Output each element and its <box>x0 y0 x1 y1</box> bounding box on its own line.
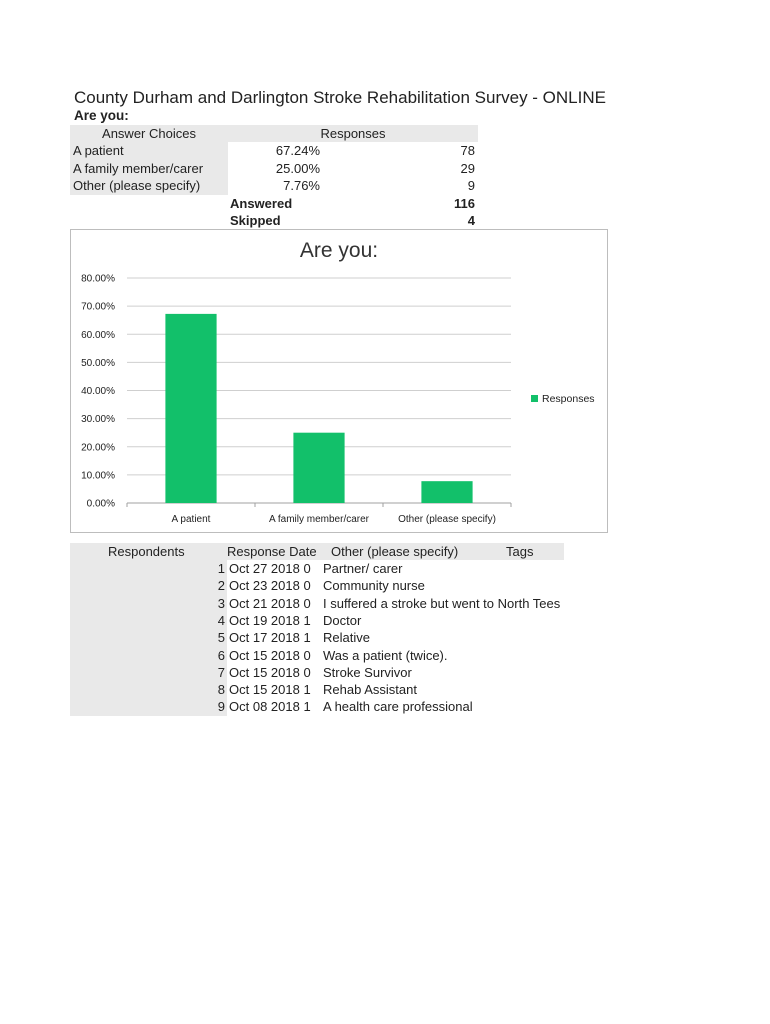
other-response: Partner/ carer <box>323 561 403 576</box>
respondent-number: 4 <box>217 612 225 628</box>
respondent-number: 3 <box>217 595 225 611</box>
x-tick-label: Other (please specify) <box>398 514 496 525</box>
respondent-number: 1 <box>217 561 225 576</box>
respondent-number: 2 <box>217 578 225 594</box>
y-tick-label: 60.00% <box>81 329 115 341</box>
other-response: Doctor <box>323 612 362 628</box>
choice-percent: 7.76% <box>283 178 320 194</box>
y-tick-label: 0.00% <box>86 498 115 510</box>
response-date: Oct 17 2018 1 <box>229 630 311 646</box>
respondent-number: 9 <box>217 699 225 715</box>
answered-value: 116 <box>454 195 475 211</box>
y-tick-label: 40.00% <box>81 386 115 397</box>
header-respondents: Respondents <box>108 544 185 559</box>
question-label: Are you: <box>74 108 129 123</box>
x-tick-label: A family member/carer <box>268 514 370 525</box>
choice-label: A patient <box>70 142 228 159</box>
choice-count: 29 <box>460 160 475 176</box>
response-date: Oct 23 2018 0 <box>229 578 311 594</box>
response-date: Oct 15 2018 1 <box>229 682 311 698</box>
x-tick-label: A patient <box>171 514 211 525</box>
response-date: Oct 27 2018 0 <box>229 561 311 576</box>
y-tick-label: 80.00% <box>81 273 115 285</box>
choice-percent: 25.00% <box>275 160 320 176</box>
choice-count: 9 <box>467 178 475 194</box>
bar <box>293 433 344 503</box>
skipped-label: Skipped <box>230 212 281 228</box>
header-tags: Tags <box>506 544 534 559</box>
skipped-value: 4 <box>467 212 475 228</box>
response-date: Oct 15 2018 0 <box>229 647 311 663</box>
y-tick-label: 20.00% <box>81 442 115 454</box>
respondent-number: 7 <box>217 664 225 680</box>
other-response: A health care professional <box>323 699 473 715</box>
choice-percent: 67.24% <box>275 143 320 159</box>
page-title: County Durham and Darlington Stroke Rehabilitation Survey - ONLINE <box>74 88 606 107</box>
chart-title: Are you: <box>299 239 379 262</box>
choice-label: Other (please specify) <box>70 177 228 194</box>
response-date: Oct 19 2018 1 <box>229 612 311 628</box>
respondent-number: 8 <box>217 682 225 698</box>
response-date: Oct 21 2018 0 <box>229 595 311 611</box>
bar <box>421 481 472 503</box>
other-response: Community nurse <box>323 578 425 594</box>
y-tick-label: 10.00% <box>81 470 115 482</box>
header-answer-choices: Answer Choices <box>70 125 228 142</box>
choice-label: A family member/carer <box>70 160 228 177</box>
other-response: I suffered a stroke but went to North Tees <box>323 595 561 611</box>
respondent-number: 5 <box>217 630 225 646</box>
answered-label: Answered <box>230 195 293 211</box>
other-response: Stroke Survivor <box>323 664 412 680</box>
other-response: Was a patient (twice). <box>323 647 448 663</box>
y-tick-label: 70.00% <box>81 301 115 313</box>
legend-swatch <box>531 395 538 402</box>
y-tick-label: 30.00% <box>81 414 115 426</box>
respondent-number: 6 <box>217 647 225 663</box>
bar <box>165 314 216 503</box>
header-response-date: Response Date <box>227 544 317 559</box>
header-responses: Responses <box>320 126 386 141</box>
choice-count: 78 <box>460 143 475 159</box>
header-other: Other (please specify) <box>331 544 459 559</box>
y-tick-label: 50.00% <box>81 357 115 369</box>
other-response: Rehab Assistant <box>323 682 417 698</box>
other-response: Relative <box>323 630 370 646</box>
legend-label: Responses <box>542 393 595 405</box>
response-date: Oct 08 2018 1 <box>229 699 311 715</box>
response-date: Oct 15 2018 0 <box>229 664 311 680</box>
